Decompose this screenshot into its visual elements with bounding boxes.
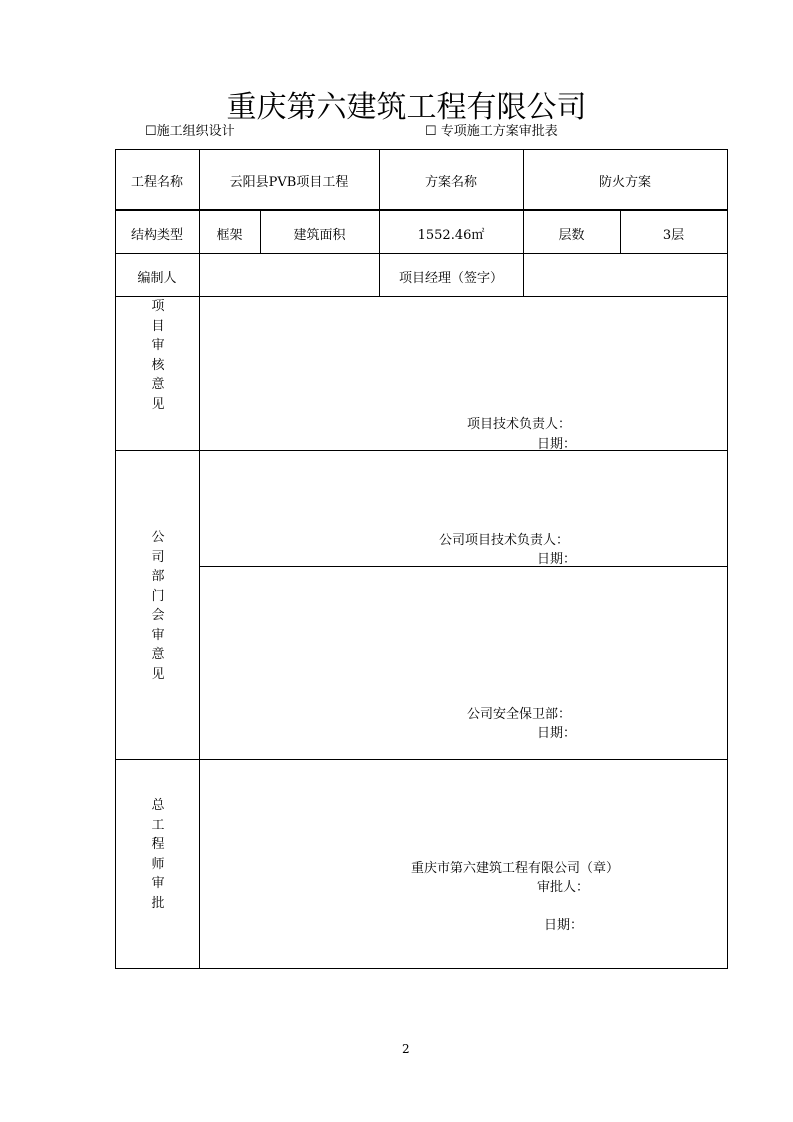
company-tech-signer: 公司项目技术负责人： — [439, 533, 570, 548]
page-title: 重庆第六建筑工程有限公司 — [226, 90, 587, 125]
label-company-review: 公司部门会审意见 — [151, 530, 165, 682]
value-floors: 3层 — [662, 228, 685, 243]
value-project-name: 云阳县PVB项目工程 — [229, 175, 349, 190]
value-plan-name: 防火方案 — [598, 175, 651, 190]
label-building-area: 建筑面积 — [293, 228, 346, 243]
project-review-date: 日期： — [537, 437, 577, 452]
company-security-date: 日期： — [537, 726, 577, 741]
approval-date: 日期： — [544, 918, 584, 933]
value-structure-type: 框架 — [216, 228, 243, 243]
label-project-review: 项目审核意见 — [151, 299, 165, 412]
company-security-signer: 公司安全保卫部： — [467, 707, 572, 722]
label-plan-name: 方案名称 — [424, 175, 477, 190]
label-project-name: 工程名称 — [130, 175, 183, 190]
project-tech-signer: 项目技术负责人： — [467, 417, 572, 432]
approver-signer: 审批人： — [537, 880, 590, 895]
value-building-area: 1552.46㎡ — [417, 228, 485, 243]
label-compiler: 编制人 — [137, 271, 177, 286]
label-floors: 层数 — [558, 228, 585, 243]
option-construction-design: ☐施工组织设计 — [145, 124, 235, 139]
page-number: 2 — [402, 1042, 410, 1056]
label-structure-type: 结构类型 — [130, 228, 183, 243]
label-chief-approval: 总工程师审批 — [151, 798, 165, 911]
option-special-plan: ☐ 专项施工方案审批表 — [425, 124, 558, 139]
company-seal-text: 重庆市第六建筑工程有限公司（章） — [411, 861, 620, 876]
label-project-manager: 项目经理（签字） — [398, 271, 503, 286]
company-tech-date: 日期： — [537, 552, 577, 567]
